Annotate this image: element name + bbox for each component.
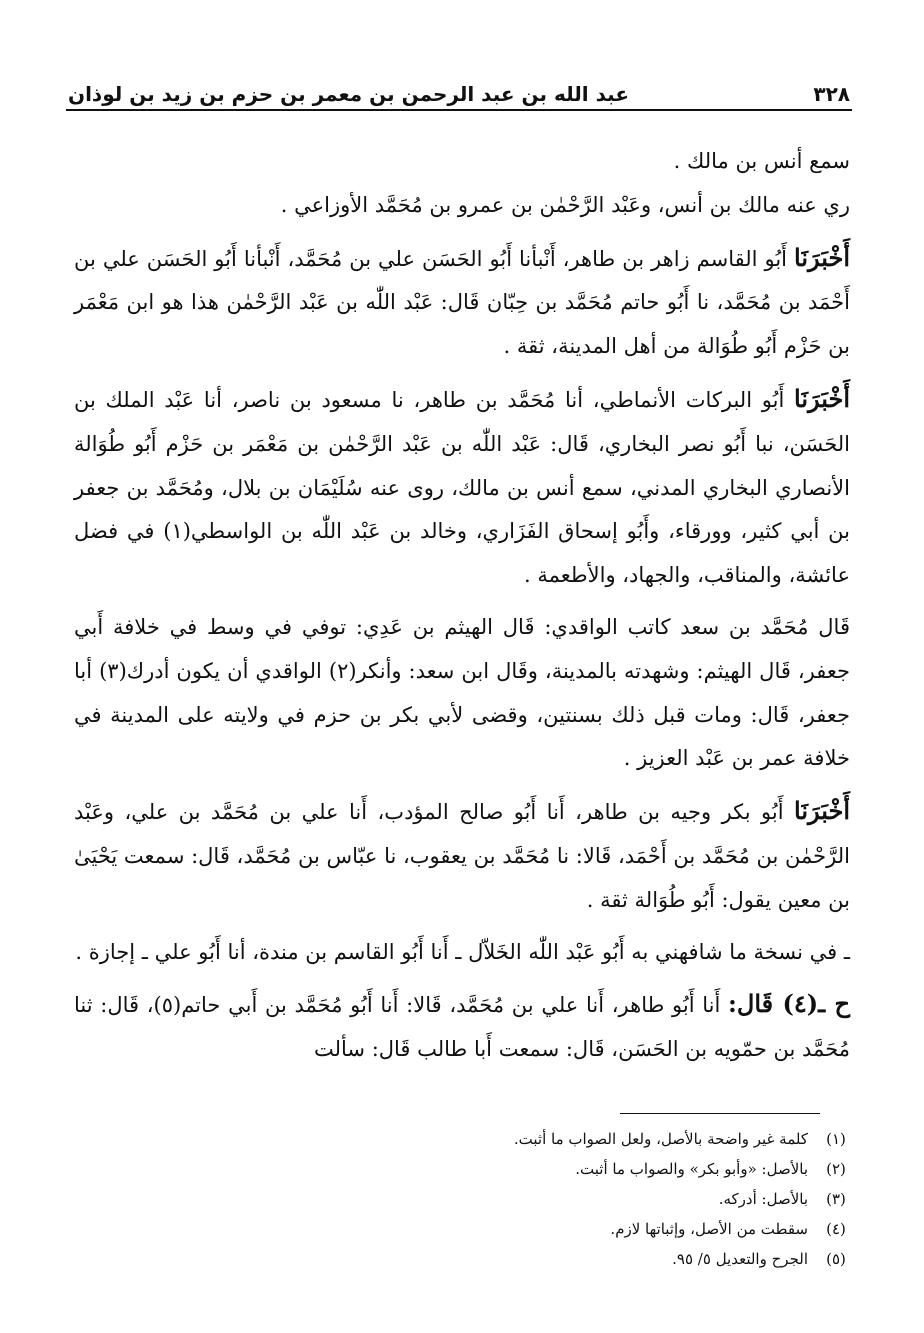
paragraph-3 — [74, 236, 850, 369]
footnote-5 — [300, 1244, 850, 1274]
paragraph-7-text: ـ في نسخة ما شافهني به أَبُو عَبْد اللّٰه الخَلاّل ـ أَنا أَبُو القاسم بن مندة، أنا أَبُو علي ـ إجازة . — [75, 939, 850, 964]
page-number: ٣٢٨ — [813, 82, 850, 106]
paragraph-5-text: قَال مُحَمَّد بن سعد كاتب الواقدي: قَال الهيثم بن عَدِي: توفي في وسط في خلافة أَبي جعفر، قَال الهيثم: وشهدته بالمدينة، وقَال ابن سعد: وأنكر(٢) الواقدي أن يكون أدرك(٣) أبا جعفر، قَال: ومات قبل ذلك بسنتين، وقضى لأبي بكر بن حزم في ولايته على المدينة في خلافة عمر بن عَبْد العزيز . — [74, 614, 850, 771]
paragraph-8-lead: ح ـ(٤) قَال: — [728, 989, 851, 1019]
main-text — [74, 140, 850, 1072]
footnote-number: (٤) — [826, 1220, 846, 1238]
footnote-3 — [300, 1184, 850, 1214]
paragraph-8 — [74, 982, 850, 1072]
footnote-text: سقطت من الأصل، وإثباتها لازم. — [610, 1220, 808, 1238]
footnote-number: (١) — [826, 1130, 846, 1148]
paragraph-5 — [74, 606, 850, 781]
paragraph-6-text: أَبُو بكر وجيه بن طاهر، أَنا أَبُو صالح المؤدب، أَنا علي بن مُحَمَّد بن علي، وعَبْد الرَّحْمٰن بن مُحَمَّد بن أَحْمَد، قَالا: نا مُحَمَّد بن يعقوب، نا عبّاس بن مُحَمَّد، قَال: سمعت يَحْيَىٰ بن معين يقول: أَبُو طُوَالة ثقة . — [74, 800, 850, 912]
header-divider — [66, 109, 852, 111]
footnote-text: بالأصل: «وأبو بكر» والصواب ما أثبت. — [575, 1160, 808, 1178]
paragraph-6 — [74, 789, 850, 922]
footnote-divider — [620, 1113, 820, 1114]
paragraph-4-lead: أَخْبَرَنَا — [794, 383, 850, 413]
footnote-text: بالأصل: أدركه. — [718, 1190, 808, 1208]
paragraph-6-lead: أَخْبَرَنَا — [794, 796, 850, 826]
footnote-2 — [300, 1154, 850, 1184]
paragraph-1-text: سمع أنس بن مالك . — [673, 149, 850, 173]
footnote-number: (٣) — [826, 1190, 846, 1208]
paragraph-7 — [74, 931, 850, 975]
paragraph-2 — [74, 184, 850, 228]
footnote-text: كلمة غير واضحة بالأصل، ولعل الصواب ما أثبت. — [513, 1130, 808, 1148]
footnote-1 — [300, 1124, 850, 1154]
footnote-number: (٢) — [826, 1160, 846, 1178]
running-title: عبد الله بن عبد الرحمن بن معمر بن حزم بن زيد بن لوذان — [68, 82, 629, 106]
footnote-4 — [300, 1214, 850, 1244]
paragraph-8-text: أَنا أَبُو طاهر، أَنا علي بن مُحَمَّد، قَالا: أَنا أَبُو مُحَمَّد بن أَبي حاتم(٥)، قَال: ثنا مُحَمَّد بن حمّويه بن الحَسَن، قَال: سمعت أَبا طالب قَال: سألت — [74, 993, 850, 1062]
paragraph-2-text: ري عنه مالك بن أنس، وعَبْد الرَّحْمٰن بن عمرو بن مُحَمَّد الأوزاعي . — [280, 192, 850, 217]
paragraph-4-text: أَبُو البركات الأنماطي، أنا مُحَمَّد بن طاهر، نا مسعود بن ناصر، أنا عَبْد الملك بن الحَسَن، نبا أَبُو نصر البخاري، قَال: عَبْد اللّٰه بن عَبْد الرَّحْمٰن بن مَعْمَر بن حَزْم أَبُو طُوَالة الأنصاري البخاري المدني، سمع أنس بن مالك، روى عنه سُلَيْمَان بن بلال، ومُحَمَّد بن جعفر بن أبي كثير، وورقاء، وأَبُو إسحاق الفَزَاري، وخالد بن عَبْد اللّٰه بن الواسطي(١) في فضل عائشة، والمناقب، والجهاد، والأطعمة . — [74, 387, 850, 588]
footnote-number: (٥) — [826, 1250, 846, 1268]
paragraph-3-lead: أَخْبَرَنَا — [794, 242, 850, 272]
page-header — [68, 72, 850, 106]
paragraph-4 — [74, 377, 850, 598]
footnote-text: الجرح والتعديل ٥/ ٩٥. — [672, 1250, 808, 1268]
paragraph-3-text: أَبُو القاسم زاهر بن طاهر، أَنْبأنا أَبُو الحَسَن علي بن مُحَمَّد، أَنْبأنا أَبُو الحَسَن علي بن أَحْمَد بن مُحَمَّد، نا أَبُو حاتم مُحَمَّد بن حِبّان قَال: عَبْد اللّٰه بن عَبْد الرَّحْمٰن هذا هو ابن مَعْمَر بن حَزْم أَبُو طُوَالة من أهل المدينة، ثقة . — [74, 246, 850, 359]
paragraph-1 — [74, 140, 850, 184]
footnotes — [300, 1124, 850, 1274]
